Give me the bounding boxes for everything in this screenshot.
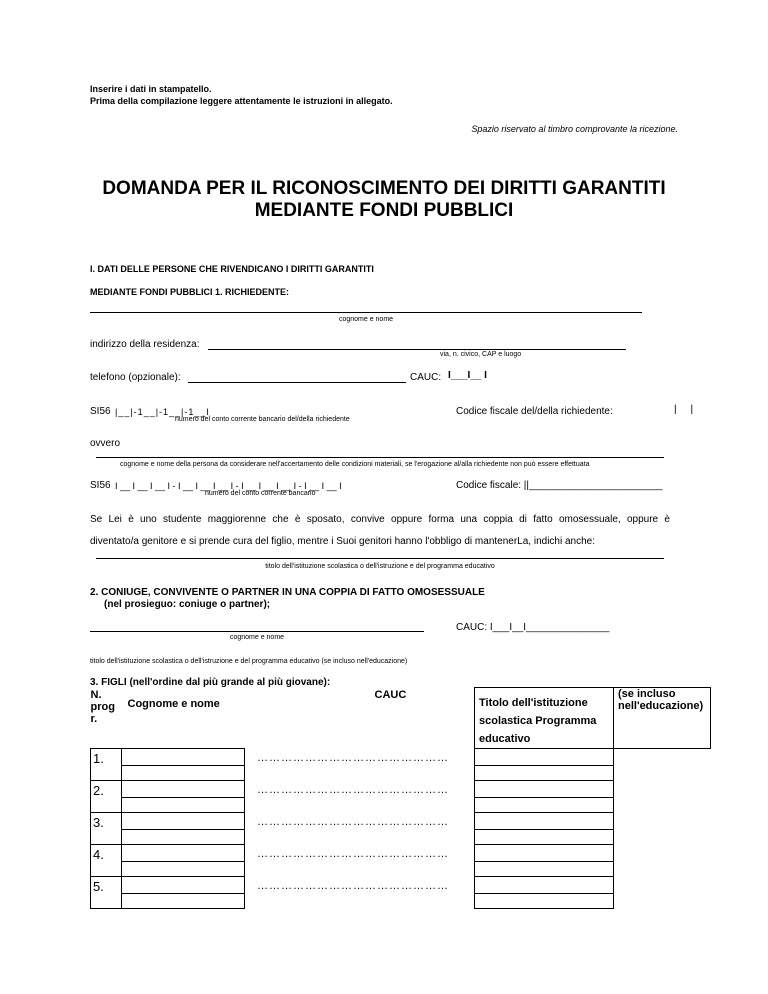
applicant-name-caption: cognome e nome <box>338 316 394 323</box>
row-number: 5. <box>91 877 122 909</box>
bank-account-caption: numero del conto corrente bancario del/della richiedente <box>175 416 350 423</box>
residence-field[interactable] <box>208 349 626 350</box>
child-name-cell-2[interactable] <box>122 830 245 845</box>
cauc-field[interactable]: I___I__ I <box>448 370 487 381</box>
table-row <box>91 813 711 830</box>
table-row <box>91 877 711 894</box>
instruction-line-1: Inserire i dati in stampatello. <box>90 84 212 94</box>
other-person-field[interactable] <box>96 457 664 458</box>
child-institution-cell-2[interactable] <box>475 766 614 781</box>
child-institution-cell[interactable] <box>475 749 614 766</box>
child-cauc-cell[interactable]: ………………………………………… <box>257 751 449 764</box>
partner-name-caption: cognome e nome <box>229 634 285 641</box>
child-name-cell[interactable] <box>122 781 245 798</box>
partner-cauc-field[interactable]: CAUC: I___I__I_______________ <box>456 622 610 633</box>
student-note-line-2: diventato/a genitore e si prende cura del figlio, mentre i Suoi genitori hanno l'obbligo di mantenerLa, indichi anche: <box>90 536 596 547</box>
si56-label-2: SI56 <box>90 480 111 491</box>
partner-name-field[interactable] <box>90 631 424 632</box>
stamp-note: Spazio riservato al timbro comprovante la ricezione. <box>471 124 678 134</box>
section-3-heading: 3. FIGLI (nell'ordine dal più grande al più giovane): <box>90 677 331 688</box>
child-name-cell-2[interactable] <box>122 798 245 813</box>
document-title-line-1: DOMANDA PER IL RICONOSCIMENTO DEI DIRITTI GARANTITI <box>102 178 666 199</box>
col-header-included: (se incluso nell'educazione) <box>614 688 711 749</box>
child-institution-cell-2[interactable] <box>475 798 614 813</box>
col-header-number: N. prog r. <box>90 688 115 725</box>
instruction-line-2: Prima della compilazione leggere attentamente le istruzioni in allegato. <box>90 96 393 106</box>
row-number: 2. <box>91 781 122 813</box>
child-cauc-cell[interactable]: ………………………………………… <box>257 815 449 828</box>
tax-code-label: Codice fiscale del/della richiedente: <box>456 406 613 417</box>
institution-field[interactable] <box>96 558 664 559</box>
child-institution-cell-2[interactable] <box>475 894 614 909</box>
child-name-cell-2[interactable] <box>122 862 245 877</box>
tax-code-field-2[interactable]: Codice fiscale: ||________________________ <box>456 480 663 491</box>
phone-field[interactable] <box>188 382 406 383</box>
partner-institution-caption: titolo dell'istituzione scolastica o dell'istruzione e del programma educativo (se incluso nell'educazione) <box>90 658 408 665</box>
child-institution-cell[interactable] <box>475 813 614 830</box>
child-name-cell-2[interactable] <box>122 766 245 781</box>
row-number: 3. <box>91 813 122 845</box>
section-1-heading: I. DATI DELLE PERSONE CHE RIVENDICANO I DIRITTI GARANTITI <box>90 264 374 274</box>
col-header-name: Cognome e nome <box>127 697 220 710</box>
or-label: ovvero <box>90 438 121 449</box>
si56-label: SI56 <box>90 406 111 417</box>
col-header-cauc: CAUC <box>374 688 407 701</box>
bank-account-field-2[interactable]: I __ I __ I __ I - I __ I __ I __ I - I __ I __ I __ I - I __ I __ I <box>115 481 342 491</box>
section-1-subheading: MEDIANTE FONDI PUBBLICI 1. RICHIEDENTE: <box>90 287 290 297</box>
row-number: 1. <box>91 749 122 781</box>
tax-code-field[interactable]: | | <box>674 404 694 415</box>
child-name-cell[interactable] <box>122 749 245 766</box>
child-institution-cell-2[interactable] <box>475 862 614 877</box>
applicant-name-field[interactable] <box>90 312 642 313</box>
cauc-label: CAUC: <box>410 372 442 383</box>
document-title-line-2: MEDIANTE FONDI PUBBLICI <box>254 200 514 221</box>
residence-label: indirizzo della residenza: <box>90 339 200 350</box>
bank-account-caption-2: numero del conto corrente bancario <box>205 490 316 497</box>
child-institution-cell[interactable] <box>475 845 614 862</box>
child-name-cell[interactable] <box>122 845 245 862</box>
table-row <box>91 845 711 862</box>
child-institution-cell-2[interactable] <box>475 830 614 845</box>
child-cauc-cell[interactable]: ………………………………………… <box>257 847 449 860</box>
section-2-heading-1: 2. CONIUGE, CONVIVENTE O PARTNER IN UNA COPPIA DI FATTO OMOSESSUALE <box>90 587 485 598</box>
child-cauc-cell[interactable]: ………………………………………… <box>257 783 449 796</box>
col-header-institution: Titolo dell'istituzione scolastica Programma educativo <box>475 688 614 749</box>
section-2-heading-2: (nel prosieguo: coniuge o partner); <box>104 599 271 610</box>
residence-caption: via, n. civico, CAP e luogo <box>440 351 522 358</box>
children-table-header <box>91 688 711 749</box>
child-institution-cell[interactable] <box>475 781 614 798</box>
children-table <box>90 687 711 909</box>
table-row <box>91 749 711 766</box>
child-name-cell[interactable] <box>122 813 245 830</box>
child-cauc-cell[interactable]: ………………………………………… <box>257 879 449 892</box>
child-institution-cell[interactable] <box>475 877 614 894</box>
student-note-line-1: Se Lei è uno studente maggiorenne che è sposato, convive oppure forma una coppia di fatto omosessuale, oppure è <box>90 514 670 525</box>
other-person-caption: cognome e nome della persona da considerare nell'accertamento delle condizioni materiali, se l'erogazione al/alla richiedente non può essere effettuata <box>120 461 590 468</box>
row-number: 4. <box>91 845 122 877</box>
bank-account-field[interactable]: |__|-1__|-1__|-1__I <box>115 407 210 417</box>
child-name-cell-2[interactable] <box>122 894 245 909</box>
table-row <box>91 781 711 798</box>
institution-caption: titolo dell'istituzione scolastica o dell'istruzione e del programma educativo <box>265 563 495 570</box>
phone-label: telefono (opzionale): <box>90 372 181 383</box>
child-name-cell[interactable] <box>122 877 245 894</box>
